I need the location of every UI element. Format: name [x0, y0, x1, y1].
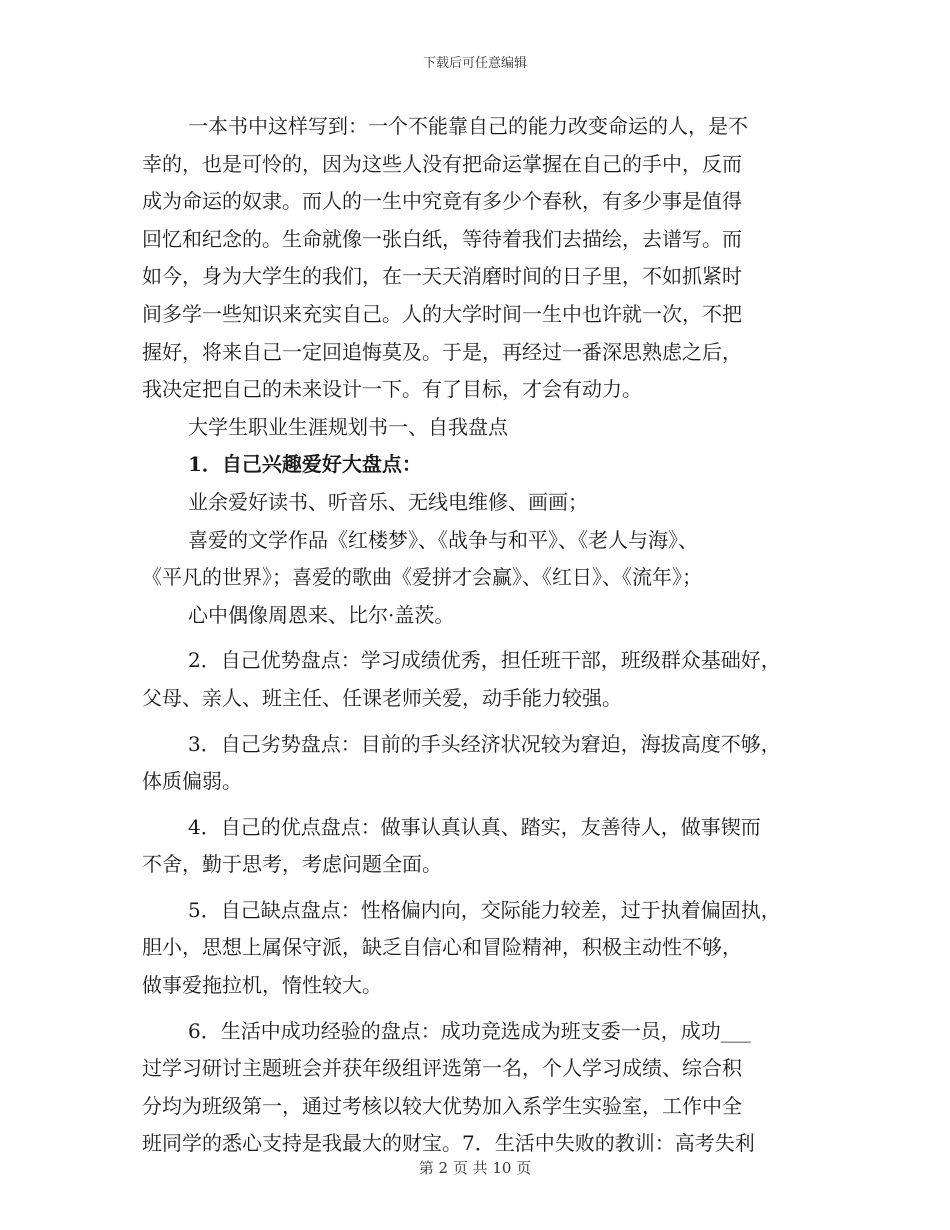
document-body — [142, 108, 822, 1163]
text-line: 过学习研讨主题班会并获年级组评选第一名，个人学习成绩、综合积 — [142, 1056, 742, 1081]
paragraph-gap — [142, 801, 822, 809]
text-line: 喜爱的文学作品《红楼梦》、《战争与和平》、《老人与海》、 — [188, 527, 698, 552]
text-line: 如今，身为大学生的我们，在一天天消磨时间的日子里，不如抓紧时 — [142, 264, 742, 289]
text-line: 胆小，思想上属保守派，缺乏自信心和冒险精神，积极主动性不够， — [142, 935, 742, 960]
paragraph-gap — [142, 718, 822, 726]
text-line: 《平凡的世界》；喜爱的歌曲《爱拼才会赢》、《红日》、《流年》； — [142, 565, 702, 590]
text-line: 体质偏弱。 — [142, 769, 242, 794]
text-line: 心中偶像周恩来、比尔·盖茨。 — [188, 602, 455, 627]
page-footer: 第 2 页 共 10 页 — [418, 1159, 532, 1177]
text-line: 6．生活中成功经验的盘点：成功竞选成为班支委一员，成功___ — [188, 1018, 751, 1043]
text-line: 做事爱拖拉机，惰性较大。 — [142, 973, 382, 998]
paragraph-gap — [142, 1005, 822, 1013]
text-line: 握好，将来自己一定回追悔莫及。于是，再经过一番深思熟虑之后， — [142, 339, 742, 364]
text-line: 3．自己劣势盘点：目前的手头经济状况较为窘迫，海拔高度不够， — [188, 731, 781, 756]
paragraph-gap — [142, 884, 822, 892]
text-line: 一本书中这样写到：一个不能靠自己的能力改变命运的人，是不 — [188, 114, 748, 138]
text-line: 4．自己的优点盘点：做事认真认真、踏实，友善待人，做事锲而 — [188, 814, 761, 839]
paragraph-gap — [142, 634, 822, 642]
text-line: 成为命运的奴隶。而人的一生中究竟有多少个春秋，有多少事是值得 — [142, 189, 742, 214]
text-line: 不舍，勤于思考，考虑问题全面。 — [142, 852, 442, 877]
text-line: 间多学一些知识来充实自己。人的大学时间一生中也许就一次，不把 — [142, 301, 742, 326]
text-line: 幸的，也是可怜的，因为这些人没有把命运掌握在自己的手中，反而 — [142, 151, 742, 176]
text-line: 父母、亲人、班主任、任课老师关爱，动手能力较强。 — [142, 685, 622, 710]
text-line: 我决定把自己的未来设计一下。有了目标，才会有动力。 — [142, 377, 642, 402]
text-line: 2．自己优势盘点：学习成绩优秀，担任班干部，班级群众基础好， — [188, 648, 781, 673]
text-line: 5．自己缺点盘点：性格偏内向，交际能力较差，过于执着偏固执， — [188, 897, 781, 922]
text-line: 业余爱好读书、听音乐、无线电维修、画画； — [188, 489, 588, 514]
section-heading: 1．自己兴趣爱好大盘点： — [188, 452, 422, 477]
page-header: 下载后可任意编辑 — [422, 56, 527, 71]
text-line: 班同学的悉心支持是我最大的财宝。7．生活中失败的教训：高考失利 — [142, 1131, 755, 1156]
text-line: 回忆和纪念的。生命就像一张白纸，等待着我们去描绘，去谱写。而 — [142, 226, 742, 251]
text-line: 分均为班级第一，通过考核以较大优势加入系学生实验室，工作中全 — [142, 1093, 742, 1118]
text-line: 大学生职业生涯规划书一、自我盘点 — [188, 414, 508, 439]
